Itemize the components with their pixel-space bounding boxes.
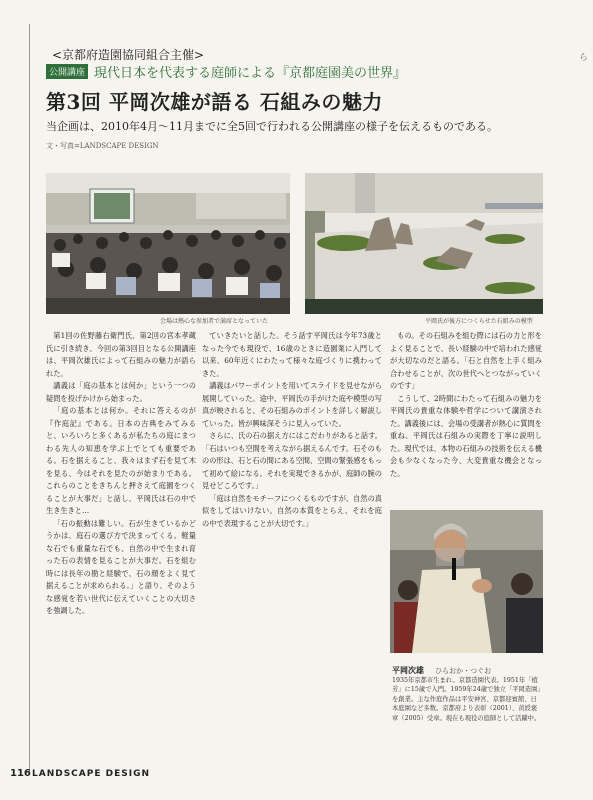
corner-mark: ら	[579, 53, 589, 63]
left-photo-caption: 会場は熱心な参加者で満席となっていた	[160, 318, 269, 325]
bio-reading: ひらおか・つぐお	[435, 667, 492, 675]
magazine-name: LANDSCAPE DESIGN	[32, 769, 151, 779]
lead-text: 当企画は、2010年4月～11月までに全5回で行われる公開講座の様子を伝えるものである。	[46, 120, 498, 133]
portrait-image	[390, 510, 543, 653]
col2-paragraph: さらに、氏の石の据え方にはこだわりがあると話す。「石はいつも空間を考えながら据えるんです。石そのものの形は、石と石の間にある空間、空間の緊張感をもって初めて絵になる。それを実現できるかが、庭師の腕の見せどころです。」	[202, 431, 382, 490]
col3-paragraph: こうして、2時間にわたって石組みの魅力を平岡氏の貴重な体験や哲学について講演された。講義後には、会場の受講者が熱心に質問を重ね、平岡氏は石組みの実際を丁寧に説明した。現代では、本物の石組みの技術を伝える機会も少なくなった今、大変貴重な機会となった。	[390, 393, 542, 478]
stone-model-image	[305, 173, 543, 314]
page-number: 116	[10, 768, 31, 779]
portrait-photo	[390, 510, 543, 653]
organizer-label: <京都府造園協同組合主催>	[52, 48, 205, 62]
right-photo-caption: 平岡氏が後方につくらせた石組みの模型	[425, 318, 533, 325]
col2-paragraph: 「庭は自然をモチーフにつくるものですが、自然の真似をしてはいけない。自然の本質をとらえ、それを庭の中で表現することが大切です。」	[202, 493, 382, 528]
column-1	[46, 330, 196, 760]
col1-paragraph: 「庭の基本とは何か。それに答えるのが『作庭記』である。日本の古典をみてみると、いろいろと多くあるが私たちの庭にまつわる先人の知恵を学ぶ上でとても重要である。石を据えること、我々はまず石を見て木を見る、今はそれを見たのが始まりである。これらのことをきちんと押さえて庭園をつくることが大事だ」と話し、平岡氏は石の中で生き生きと…	[46, 406, 196, 515]
bio-name: 平岡次雄	[392, 665, 424, 675]
bio-text: 1935年京都市生まれ。京都造園代表。1951年「植芳」に15歳で入門。1959年24歳で独立「平岡造園」を創業。主な作庭作品は平安神宮、京都迎賓館、日本庭園など多数。京都府より表彰（2001）、黄綬褒章（2005）受章。現在も現役の庭師として活躍中。	[392, 677, 541, 722]
col2-paragraph: 講義はパワーポイントを用いてスライドを見せながら展開していった。途中、平岡氏の手がけた庭や模型の写真が映されると、その石組みのポイントを詳しく解説していった。皆が興味深そうに見入っていた。	[202, 381, 382, 428]
sidebar-rule	[29, 24, 30, 772]
badge-public-lecture: 公開講座	[46, 64, 88, 79]
col1-paragraph: 講義は「庭の基本とは何か」という一つの疑問を投げかけから始まった。	[46, 381, 196, 403]
col2-paragraph: ていきたいと話した。そう話す平岡氏は今年73歳となった今でも現役で、16歳のときに造園業に入門して以来、60年近くにわたって様々な庭づくりに携わってきた。	[202, 331, 382, 378]
col3-paragraph: もの。その石組みを組む際には石の力と形をよく見ることで、長い経験の中で培われた感覚が大切なのだと語る。「石と自然を上手く組み合わせることが、次の世代へとつながっていくのです」	[390, 331, 542, 390]
page-title: 第3回 平岡次雄が語る 石組みの魅力	[46, 90, 383, 114]
col1-paragraph: 「石の振動は難しい。石が生きているかどうかは、庭石の選び方で決まってくる。軽量な石でも重量な石でも、自然の中で生まれ育った石の表情を見ることが大事だ。石を組む時には長年の勘と経験で、石の顔をよく見て据えることが求められる。」と語り、そのような感覚を若い世代に伝えていくことの大切さを強調した。	[46, 518, 196, 615]
lecture-hall-photo	[46, 173, 290, 314]
col1-paragraph: 第1回の佐野藤右衛門氏、第2回の宮本孝蔵氏に引き続き、今回の第3回目となる公開講座は、平岡次雄氏によって石組みの魅力が語られた。	[46, 331, 196, 378]
stone-model-photo	[305, 173, 543, 314]
lecture-hall-image	[46, 173, 290, 314]
column-2	[202, 330, 382, 760]
bio-heading	[392, 658, 491, 677]
column-3	[390, 330, 542, 495]
credit-line: 文・写真=LANDSCAPE DESIGN	[46, 142, 159, 150]
series-title: 現代日本を代表する庭師による『京都庭園美の世界』	[94, 66, 407, 81]
